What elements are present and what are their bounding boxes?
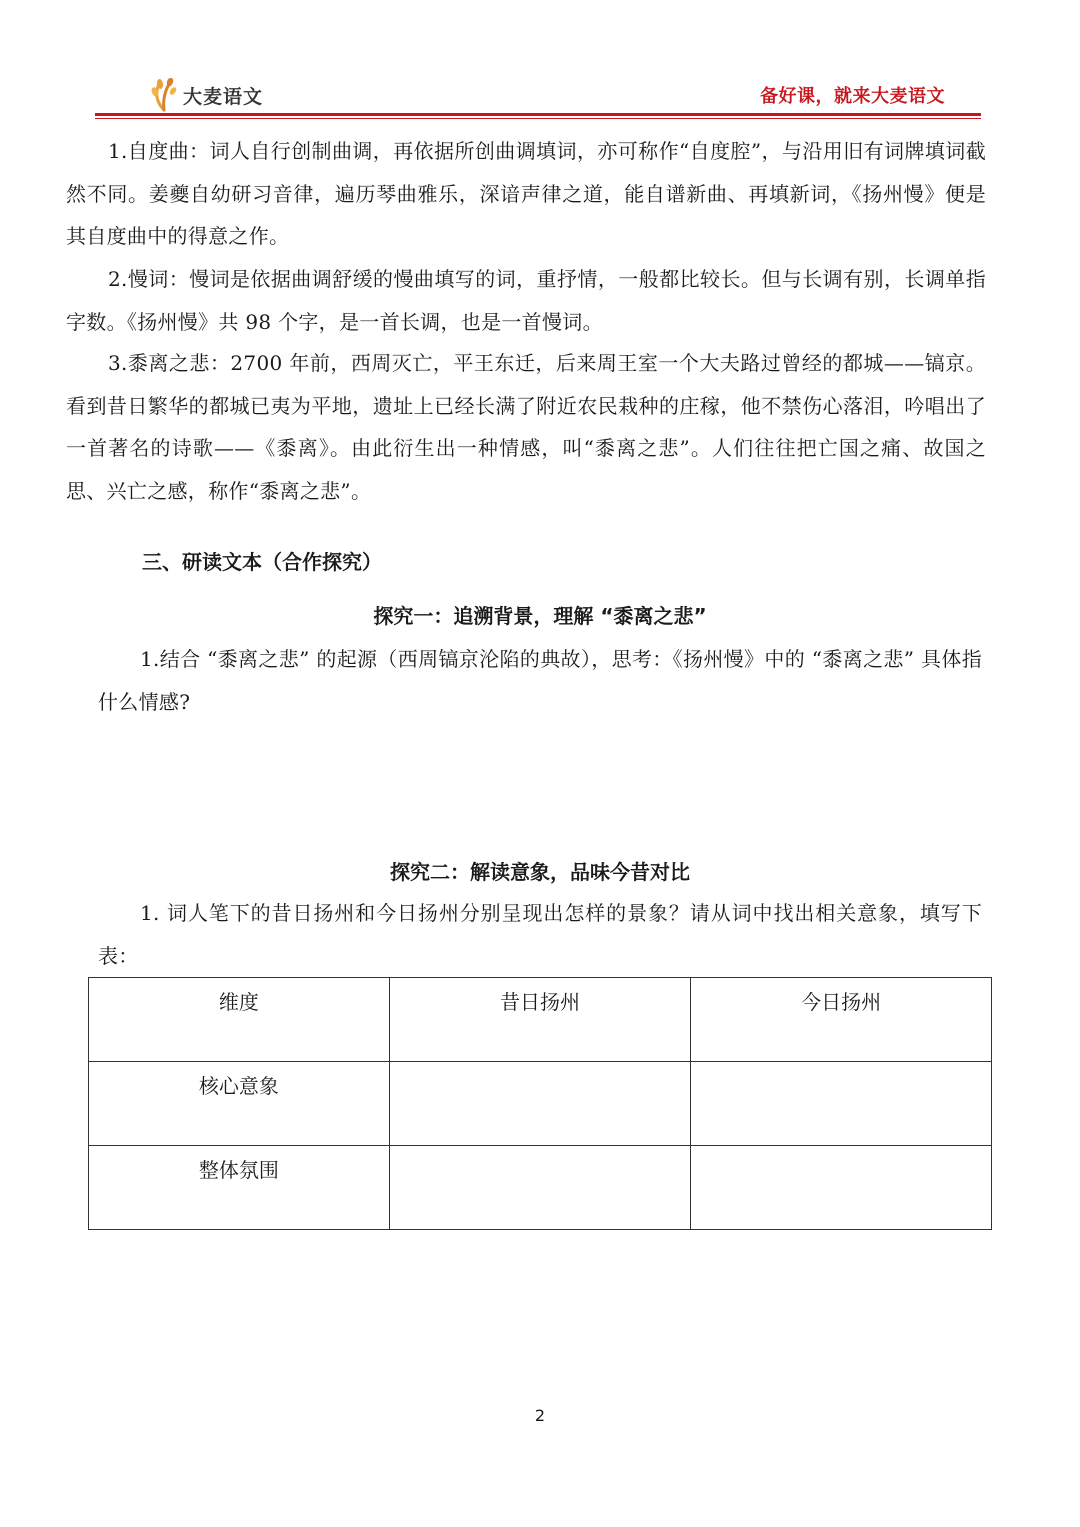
wheat-logo-icon	[149, 78, 179, 112]
table-row	[89, 1062, 992, 1146]
page-header	[95, 76, 981, 122]
explore-two-question: 1. 词人笔下的昔日扬州和今日扬州分别呈现出怎样的景象？请从词中找出相关意象，填写下表：	[98, 901, 982, 968]
logo-text: 大麦语文	[183, 85, 264, 108]
page-number: 2	[534, 1406, 546, 1425]
note-paragraph-2: 2.慢词：慢词是依据曲调舒缓的慢曲填写的词，重抒情，一般都比较长。但与长调有别，长调单指字数。《扬州慢》共 98 个字，是一首长调，也是一首慢词。	[66, 267, 986, 334]
answer-cell[interactable]	[389, 1146, 691, 1230]
header-slogan: 备好课，就来大麦语文	[760, 86, 945, 107]
row-label-cell: 整体氛围	[89, 1146, 390, 1230]
header-rule	[95, 113, 981, 116]
logo	[149, 78, 263, 112]
note-paragraph-1: 1.自度曲：词人自行创制曲调，再依据所创曲调填词，亦可称作“自度腔”，与沿用旧有词牌填词截然不同。姜夔自幼研习音律，遍历琴曲雅乐，深谙声律之道，能自谱新曲、再填新词，《扬州慢》便是其自度曲中的得意之作。	[66, 139, 986, 248]
answer-cell[interactable]	[389, 1062, 691, 1146]
table-header-cell: 今日扬州	[691, 978, 992, 1062]
note-paragraph-3: 3.黍离之悲：2700 年前，西周灭亡，平王东迁，后来周王室一个大夫路过曾经的都城——镐京。看到昔日繁华的都城已夷为平地，遗址上已经长满了附近农民栽种的庄稼，他不禁伤心落泪，吟唱出了一首著名的诗歌——《黍离》。由此衍生出一种情感，叫“黍离之悲”。人们往往把亡国之痛、故国之思、兴亡之感，称作“黍离之悲”。	[66, 351, 986, 503]
header-rule-thin	[95, 118, 981, 119]
section-title: 三、研读文本（合作探究）	[142, 550, 382, 574]
comparison-table	[88, 977, 992, 1230]
table-header-row	[89, 978, 992, 1062]
explore-one-title: 探究一：追溯背景，理解 “黍离之悲”	[373, 604, 707, 628]
table-row	[89, 1146, 992, 1230]
answer-cell[interactable]	[691, 1146, 992, 1230]
table-header-cell: 维度	[89, 978, 390, 1062]
explore-one-question: 1.结合 “黍离之悲” 的起源（西周镐京沦陷的典故），思考：《扬州慢》中的 “黍离之悲” 具体指什么情感?	[98, 647, 982, 714]
explore-two-title: 探究二：解读意象，品味今昔对比	[390, 860, 690, 884]
answer-cell[interactable]	[691, 1062, 992, 1146]
row-label-cell: 核心意象	[89, 1062, 390, 1146]
table-header-cell: 昔日扬州	[389, 978, 691, 1062]
